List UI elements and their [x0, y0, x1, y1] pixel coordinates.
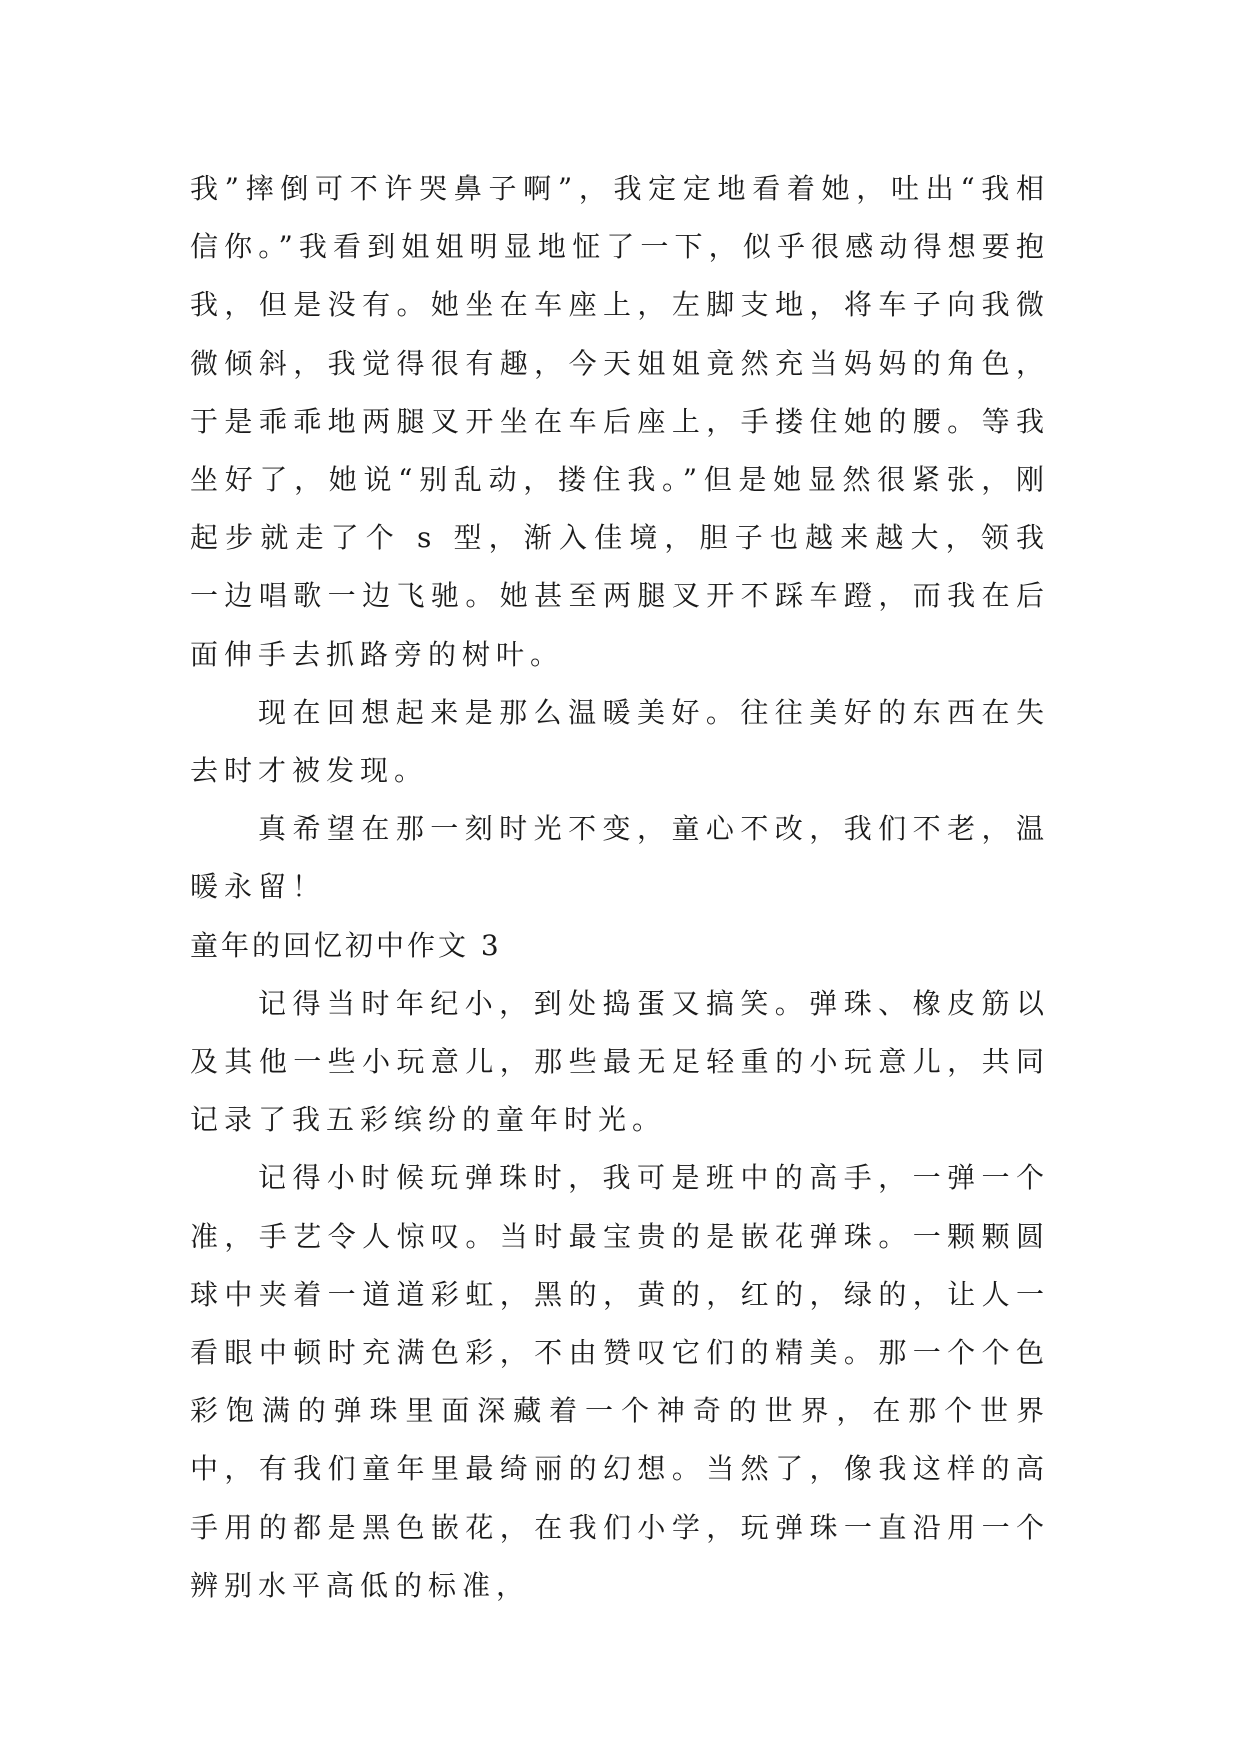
paragraph-4: 记得当时年纪小，到处捣蛋又搞笑。弹珠、橡皮筋以及其他一些小玩意儿，那些最无足轻重的小玩意儿，共同记录了我五彩缤纷的童年时光。	[190, 986, 1050, 1137]
document-body	[190, 160, 1050, 1615]
paragraph-1: 我”摔倒可不许哭鼻子啊”，我定定地看着她，吐出“我相信你。”我看到姐姐明显地怔了一下，似乎很感动得想要抱我，但是没有。她坐在车座上，左脚支地，将车子向我微微倾斜，我觉得很有趣，今天姐姐竟然充当妈妈的角色，于是乖乖地两腿叉开坐在车后座上，手搂住她的腰。等我坐好了，她说“别乱动，搂住我。”但是她显然很紧张，刚起步就走了个 s 型，渐入佳境，胆子也越来越大，领我一边唱歌一边飞驰。她甚至两腿叉开不踩车蹬，而我在后面伸手去抓路旁的树叶。	[190, 172, 1050, 671]
paragraph-5: 记得小时候玩弹珠时，我可是班中的高手，一弹一个准，手艺令人惊叹。当时最宝贵的是嵌花弹珠。一颗颗圆球中夹着一道道彩虹，黑的，黄的，红的，绿的，让人一看眼中顿时充满色彩，不由赞叹它们的精美。那一个个色彩饱满的弹珠里面深藏着一个神奇的世界，在那个世界中，有我们童年里最绮丽的幻想。当然了，像我这样的高手用的都是黑色嵌花，在我们小学，玩弹珠一直沿用一个辨别水平高低的标准，	[190, 1161, 1050, 1602]
paragraph-2: 现在回想起来是那么温暖美好。往往美好的东西在失去时才被发现。	[190, 695, 1050, 788]
paragraph-3: 真希望在那一刻时光不变，童心不改，我们不老，温暖永留！	[190, 812, 1050, 904]
section-heading: 童年的回忆初中作文 3	[190, 928, 502, 962]
